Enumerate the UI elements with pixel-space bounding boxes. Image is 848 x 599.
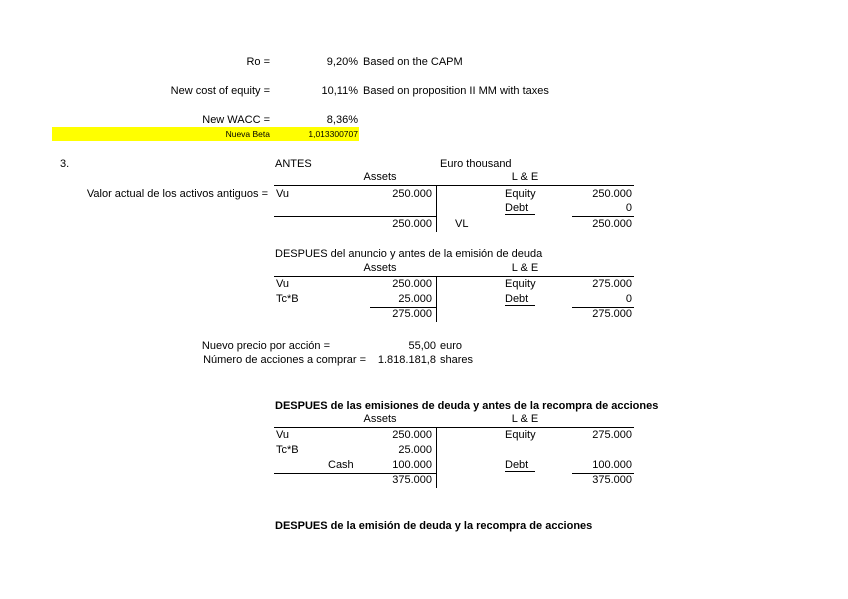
beta-value: 1,013300707 [308, 129, 358, 139]
despues1-tcb-label: Tc*B [276, 293, 299, 305]
despues2-vu-value: 250.000 [392, 429, 432, 441]
despues1-equity-label: Equity [505, 278, 536, 290]
assets-header: Assets [363, 171, 397, 183]
despues2-le-header: L & E [511, 413, 539, 425]
antes-total-assets: 250.000 [392, 218, 432, 230]
despues1-vu-label: Vu [276, 278, 290, 290]
despues2-total-assets: 375.000 [392, 474, 432, 486]
price-per-share-unit: euro [440, 340, 463, 352]
wacc-value: 8,36% [326, 114, 358, 126]
shares-to-buy-label: Número de acciones a comprar = [203, 354, 366, 366]
despues2-debt-underline [505, 471, 535, 472]
despues1-top-rule [274, 276, 634, 277]
antes-top-rule [274, 185, 634, 186]
price-per-share-label: Nuevo precio por acción = [201, 340, 330, 352]
despues2-tcb-value: 25.000 [398, 444, 432, 456]
euro-thousand-label: Euro thousand [440, 158, 512, 170]
antes-assets-total-rule [274, 216, 436, 217]
despues2-divider [436, 428, 437, 488]
despues1-tcb-value: 25.000 [398, 293, 432, 305]
despues2-debt-value: 100.000 [592, 459, 632, 471]
despues1-assets-header: Assets [363, 262, 397, 274]
despues3-title: DESPUES de la emisión de deuda y la recompra de acciones [275, 520, 593, 532]
despues1-debt-value: 0 [625, 293, 632, 305]
despues2-assets-header: Assets [363, 413, 397, 425]
despues2-debt-label: Debt [505, 459, 529, 471]
antes-debt-label: Debt [505, 202, 529, 214]
ro-note: Based on the CAPM [363, 56, 463, 68]
ro-label: Ro = [246, 56, 270, 68]
antes-vu-value: 250.000 [392, 188, 432, 200]
antes-title: ANTES [275, 158, 312, 170]
despues1-vu-value: 250.000 [392, 278, 432, 290]
despues1-total-le: 275.000 [592, 308, 632, 320]
antes-total-le: 250.000 [592, 218, 632, 230]
shares-to-buy-value: 1.818.181,8 [377, 354, 436, 366]
despues2-equity-value: 275.000 [592, 429, 632, 441]
despues1-title: DESPUES del anuncio y antes de la emisión de deuda [275, 248, 543, 260]
despues1-le-header: L & E [511, 262, 539, 274]
despues1-debt-label: Debt [505, 293, 529, 305]
despues2-vu-label: Vu [276, 429, 290, 441]
antes-divider [436, 186, 437, 232]
antes-equity-label: Equity [505, 188, 536, 200]
despues2-cash-label: Cash [328, 459, 354, 471]
shares-to-buy-unit: shares [440, 354, 474, 366]
antes-vl-label: VL [455, 218, 469, 230]
despues2-cash-value: 100.000 [392, 459, 432, 471]
despues2-top-rule [274, 427, 634, 428]
beta-label: Nueva Beta [225, 129, 270, 139]
despues2-equity-label: Equity [505, 429, 536, 441]
cost-of-equity-note: Based on proposition II MM with taxes [363, 85, 549, 97]
ro-value: 9,20% [326, 56, 358, 68]
section-number: 3. [60, 158, 70, 170]
antes-le-total-rule [572, 216, 634, 217]
cost-of-equity-value: 10,11% [321, 85, 358, 97]
despues2-tcb-label: Tc*B [276, 444, 299, 456]
le-header: L & E [511, 171, 539, 183]
despues1-divider [436, 277, 437, 322]
despues1-equity-value: 275.000 [592, 278, 632, 290]
antes-debt-value: 0 [625, 202, 632, 214]
despues2-title: DESPUES de las emisiones de deuda y antes de la recompra de acciones [275, 400, 659, 412]
antes-debt-underline [505, 214, 535, 215]
valor-actual-label: Valor actual de los activos antiguos = [86, 188, 268, 200]
cost-of-equity-label: New cost of equity = [170, 85, 270, 97]
antes-equity-value: 250.000 [592, 188, 632, 200]
despues1-debt-underline [505, 305, 535, 306]
despues1-total-assets: 275.000 [392, 308, 432, 320]
antes-vu-label: Vu [276, 188, 290, 200]
despues2-total-le: 375.000 [592, 474, 632, 486]
price-per-share-value: 55,00 [408, 340, 436, 352]
wacc-label: New WACC = [202, 114, 270, 126]
